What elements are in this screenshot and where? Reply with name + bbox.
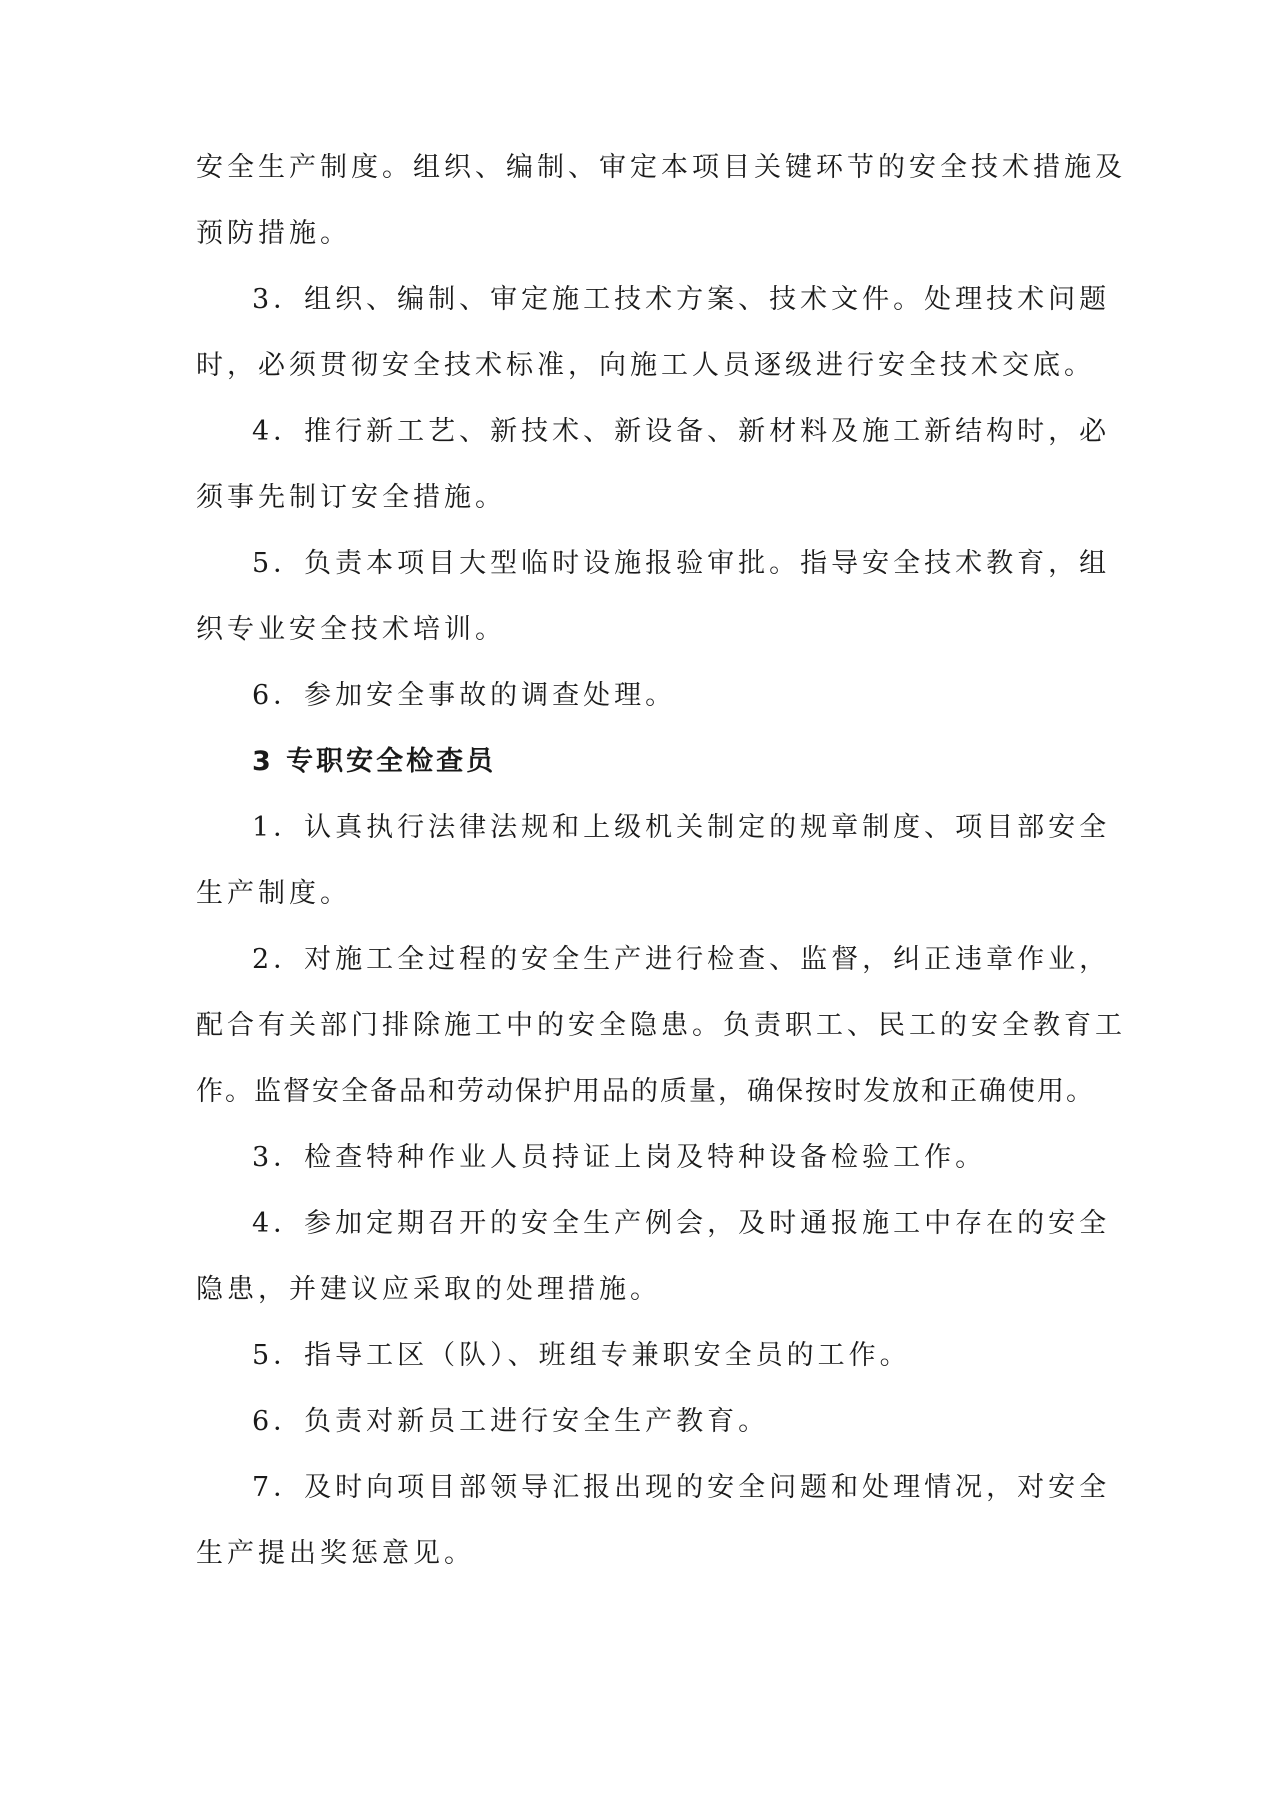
text-line: 安全生产制度。组织、编制、审定本项目关键环节的安全技术措施及 — [196, 152, 1126, 183]
section-heading: 3 专职安全检查员 — [252, 746, 497, 777]
text-line: 配合有关部门排除施工中的安全隐患。负责职工、民工的安全教育工 — [196, 1010, 1126, 1041]
text-line: 须事先制订安全措施。 — [196, 482, 506, 513]
text-line: 4．参加定期召开的安全生产例会，及时通报施工中存在的安全 — [252, 1208, 1111, 1239]
text-line: 5．负责本项目大型临时设施报验审批。指导安全技术教育，组 — [252, 548, 1111, 579]
text-line: 1．认真执行法律法规和上级机关制定的规章制度、项目部安全 — [252, 812, 1111, 843]
text-line: 生产提出奖惩意见。 — [196, 1538, 475, 1569]
text-line: 生产制度。 — [196, 878, 351, 909]
text-line: 预防措施。 — [196, 218, 351, 249]
text-line: 5．指导工区（队）、班组专兼职安全员的工作。 — [252, 1340, 911, 1371]
text-line: 3．检查特种作业人员持证上岗及特种设备检验工作。 — [252, 1142, 987, 1173]
text-line: 7．及时向项目部领导汇报出现的安全问题和处理情况，对安全 — [252, 1472, 1111, 1503]
text-line: 2．对施工全过程的安全生产进行检查、监督，纠正违章作业， — [252, 944, 1111, 975]
text-line: 隐患，并建议应采取的处理措施。 — [196, 1274, 661, 1305]
text-line: 织专业安全技术培训。 — [196, 614, 506, 645]
text-line: 4．推行新工艺、新技术、新设备、新材料及施工新结构时，必 — [252, 416, 1111, 447]
text-line: 6．负责对新员工进行安全生产教育。 — [252, 1406, 770, 1437]
text-line: 3．组织、编制、审定施工技术方案、技术文件。处理技术问题 — [252, 284, 1111, 315]
text-line: 6．参加安全事故的调查处理。 — [252, 680, 677, 711]
text-line: 作。监督安全备品和劳动保护用品的质量，确保按时发放和正确使用。 — [196, 1076, 1095, 1107]
text-line: 时，必须贯彻安全技术标准，向施工人员逐级进行安全技术交底。 — [196, 350, 1095, 381]
